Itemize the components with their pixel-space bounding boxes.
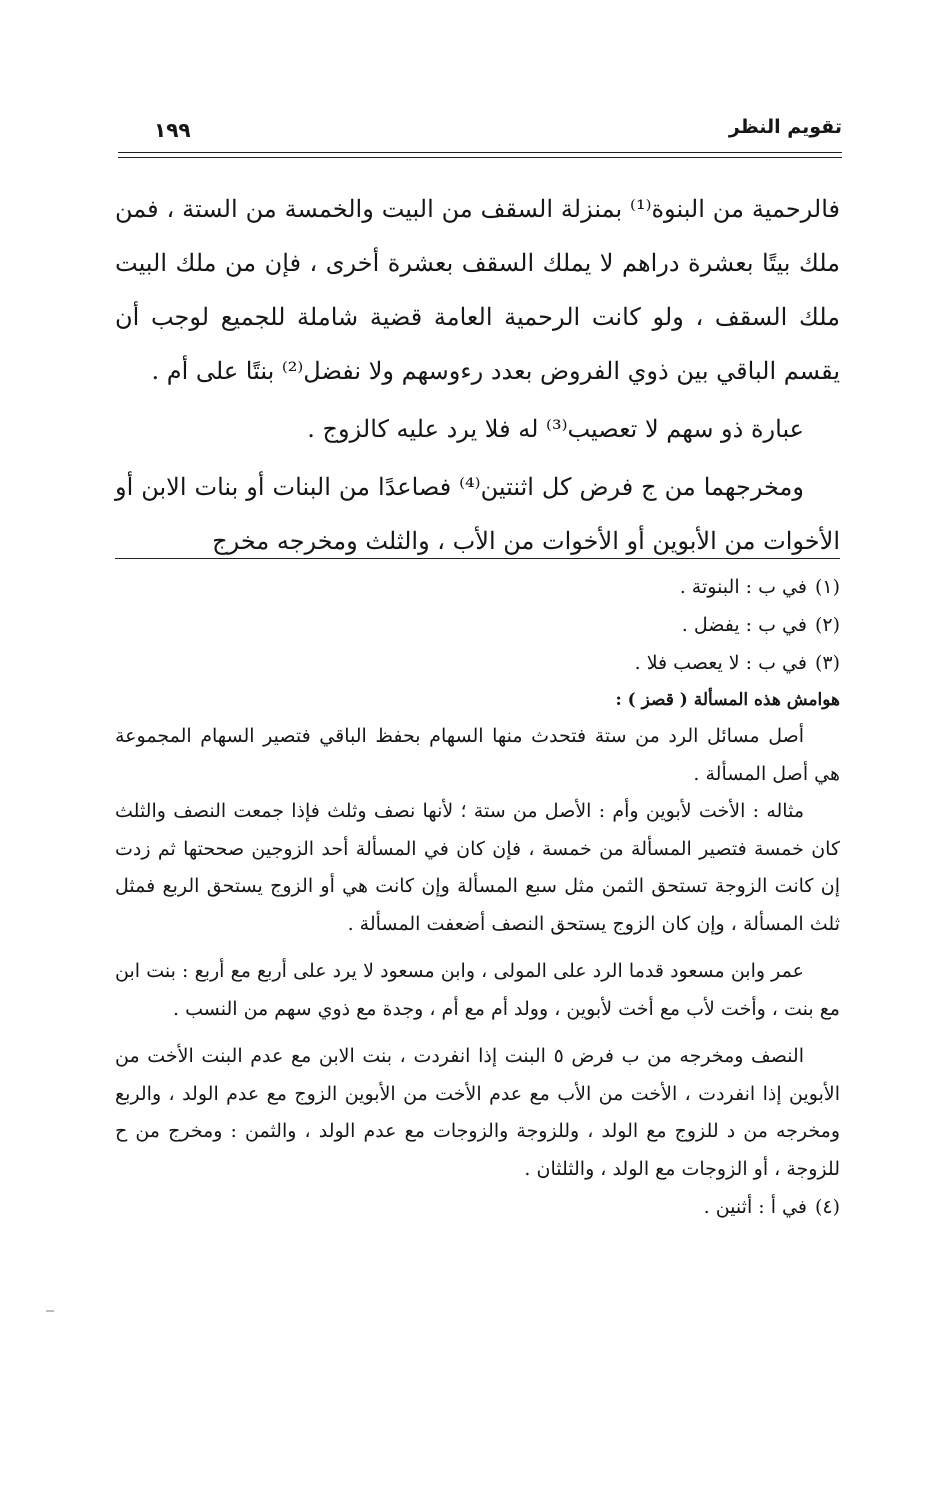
- notes-paragraph: النصف ومخرجه من ب فرض ٥ البنت إذا انفردت ، بنت الابن مع عدم البنت الأخت من الأبوين إذا انفردت ، الأخت من الأب مع عدم الأخت من الأبوين الزوج مع عدم الولد ، والربع ومخرجه من د للزوج مع الولد ، وللزوجة والزوجات مع عدم الولد ، والثمن : ومخرج من ح للزوجة ، أو الزوجات مع الولد ، والثلثان .: [115, 1045, 840, 1180]
- footnote: [115, 606, 840, 644]
- footnote-number: (٢): [814, 614, 840, 636]
- header-rule-double: [118, 157, 842, 158]
- header-rule: [118, 152, 842, 153]
- footnote-number: (١): [814, 576, 840, 598]
- main-paragraph: عبارة ذو سهم لا تعصيب⁽³⁾ له فلا يرد عليه كالزوج .: [307, 415, 804, 443]
- notes-paragraph: مثاله : الأخت لأبوين وأم : الأصل من ستة ؛ لأنها نصف وثلث فإذا جمعت النصف والثلث كان خمسة فتصير المسألة من خمسة ، فإن كان في المسألة أحد الزوجين صححتها ثم زدت إن كانت الزوجة تستحق الثمن مثل سبع المسألة وإن كانت هي أو الزوج يستحق الربع فمثل ثلث المسألة ، وإن كان الزوج يستحق النصف أضعفت المسألة .: [115, 800, 840, 935]
- footnote: [115, 644, 840, 682]
- notes-paragraph: عمر وابن مسعود قدما الرد على المولى ، وابن مسعود لا يرد على أربع مع أربع : بنت ابن مع بنت ، وأخت لأب مع أخت لأبوين ، وولد أم مع أم ، وجدة مع ذوي سهم من النسب .: [115, 960, 840, 1020]
- footnote-number: (٤): [814, 1196, 840, 1218]
- footnote-text: في ب : يفضل .: [681, 614, 807, 636]
- footnote-text: في أ : أثنين .: [703, 1196, 807, 1218]
- footnote: [115, 1188, 840, 1226]
- notes-paragraph: أصل مسائل الرد من ستة فتحدث منها السهام بحفظ الباقي فتصير السهام المجموعة هي أصل المسألة .: [115, 725, 840, 785]
- page-header: [118, 108, 842, 164]
- running-title: تقويم النظر: [728, 116, 842, 138]
- footnote: [115, 568, 840, 606]
- main-paragraph: ومخرجهما من ج فرض كل اثنتين⁽⁴⁾ فصاعدًا من البنات أو بنات الابن أو الأخوات من الأبوين أو الأخوات من الأب ، والثلث ومخرجه مخرج: [115, 473, 840, 555]
- notes-heading: هوامش هذه المسألة ( قصز ) :: [615, 690, 840, 710]
- footnote-text: في ب : لا يعصب فلا .: [634, 652, 807, 674]
- page-number: ١٩٩: [154, 118, 191, 142]
- footnote-text: في ب : البنوتة .: [679, 576, 807, 598]
- margin-mark: [46, 1310, 54, 1312]
- footnotes-section: [115, 568, 840, 1226]
- main-paragraph: فالرحمية من البنوة⁽¹⁾ بمنزلة السقف من البيت والخمسة من الستة ، فمن ملك بيتًا بعشرة دراهم لا يملك السقف بعشرة أخرى ، فإن من ملك البيت ملك السقف ، ولو كانت الرحمية العامة قضية شاملة للجميع لوجب أن يقسم الباقي بين ذوي الفروض بعدد رءوسهم ولا نفضل⁽²⁾ بنتًا على أم .: [115, 195, 840, 385]
- footnote-separator: [115, 558, 840, 559]
- footnote-number: (٣): [814, 652, 840, 674]
- main-text: [115, 182, 840, 568]
